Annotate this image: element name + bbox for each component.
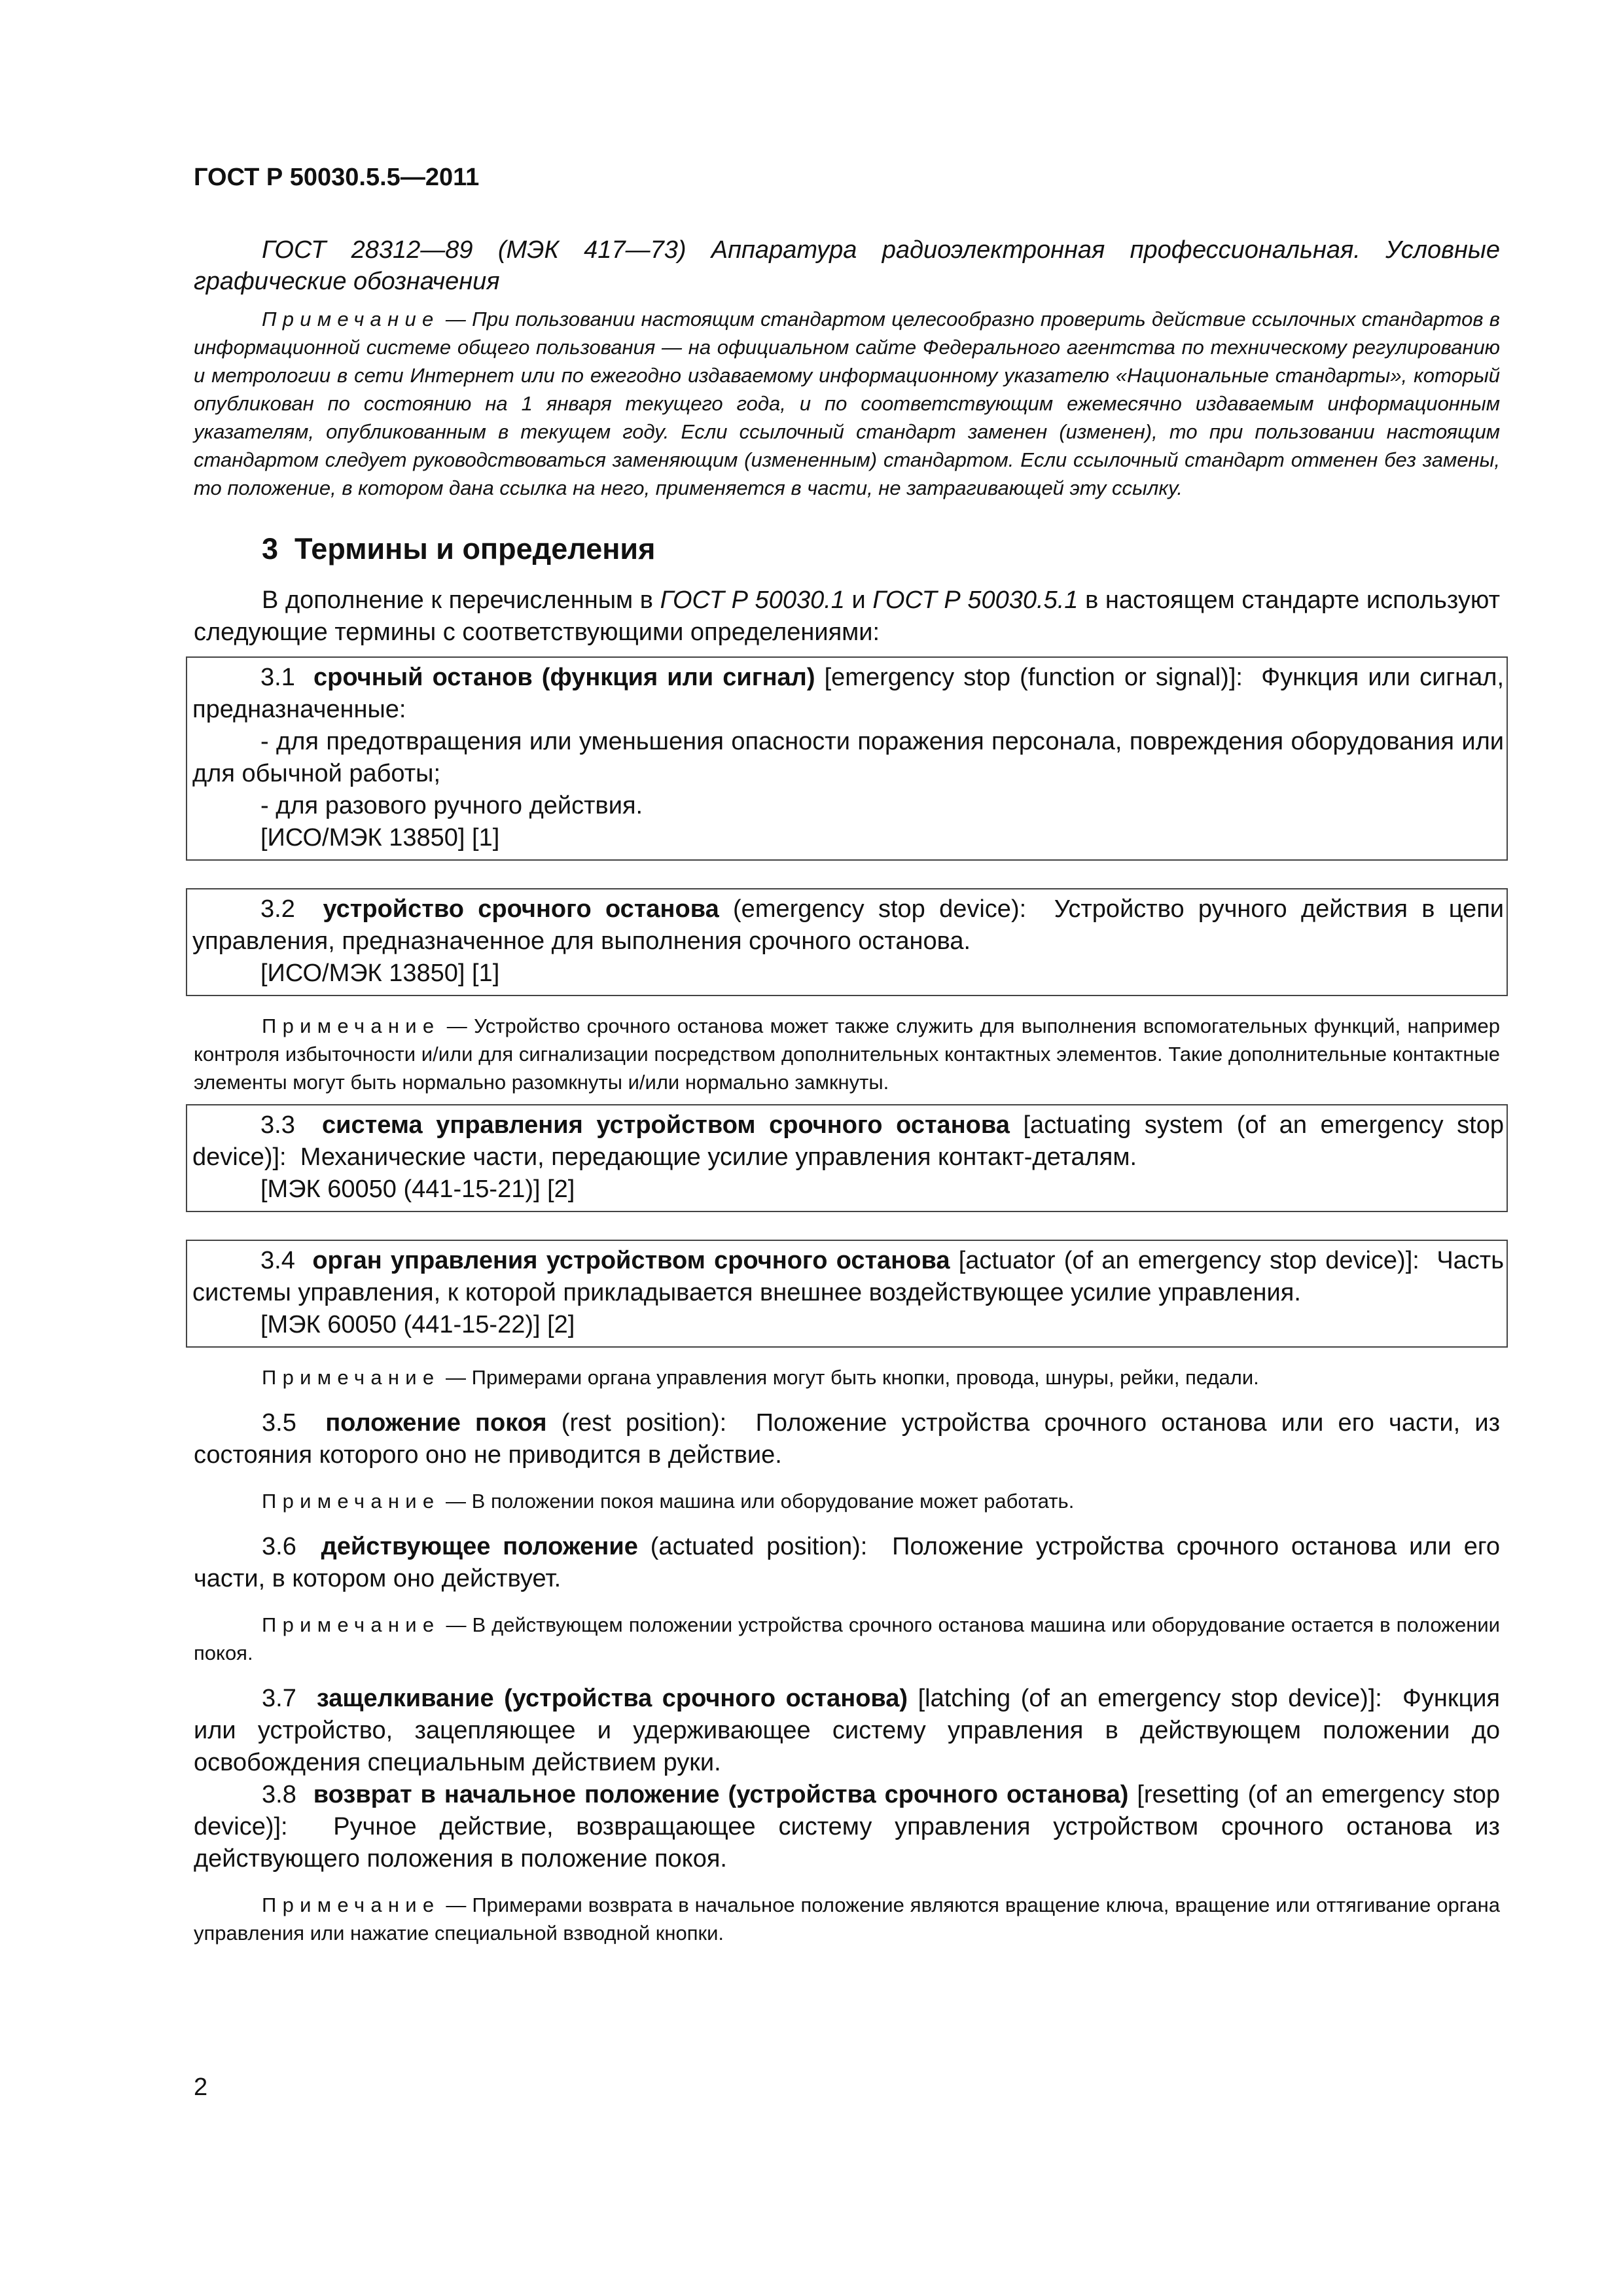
term-text: Устройство ручного действия в цепи управления, предназначенное для выполнения срочного останова. (192, 895, 1504, 955)
term-english: (emergency stop device): (733, 895, 1027, 923)
term-number: 3.1 (260, 664, 295, 691)
spacer (194, 1471, 1500, 1487)
term-3-6 (194, 1531, 1500, 1595)
term-name: орган управления устройством срочного останова (312, 1247, 950, 1274)
term-english: [emergency stop (function or signal)]: (824, 664, 1243, 691)
note-label: Примечание (262, 1490, 440, 1513)
term-text: Функция или устройство, зацепляющее и удерживающее систему управления в действующем положении до освобождения специальным действием руки. (194, 1685, 1501, 1776)
spacer (194, 1875, 1500, 1891)
term-number: 3.3 (260, 1111, 295, 1139)
note-label: Примечание (262, 1366, 440, 1389)
term-source: [МЭК 60050 (441-15-21)] [2] (260, 1175, 575, 1203)
term-definition (192, 893, 1504, 958)
term-name: срочный останов (функция или сигнал) (313, 664, 815, 691)
section-title: Термины и определения (294, 532, 656, 565)
term-definition (192, 1245, 1504, 1309)
section-heading (194, 532, 1500, 566)
term-3-5 (194, 1407, 1500, 1471)
document-header: ГОСТ Р 50030.5.5—2011 (194, 164, 480, 191)
reference-link: ГОСТ Р 50030.1 (660, 586, 845, 614)
term-3-8 (194, 1779, 1500, 1875)
term-text: Положение устройства срочного останова или его части, в котором оно действует. (194, 1533, 1500, 1592)
intro-text: в настоящем стандарте используют следующие термины с соответствующими определениями: (194, 586, 1500, 646)
term-source: [ИСО/МЭК 13850] [1] (260, 824, 500, 852)
term-name: действующее положение (321, 1533, 638, 1560)
term-english: [actuating system (of an emergency stop device)]: (192, 1111, 1505, 1171)
note-text: Примерами органа управления могут быть кнопки, провода, шнуры, рейки, педали. (471, 1366, 1259, 1389)
intro-note (194, 305, 1500, 502)
spacer (194, 861, 1500, 880)
term-note (194, 1611, 1500, 1667)
spacer (194, 1391, 1500, 1407)
note-text: В действующем положении устройства срочного останова машина или оборудование остается в положении покоя. (194, 1613, 1500, 1664)
term-3-7 (194, 1683, 1500, 1779)
term-name: положение покоя (325, 1409, 547, 1437)
term-english: [actuator (of an emergency stop device)]: (958, 1247, 1419, 1274)
spacer (194, 1595, 1500, 1611)
page-number: 2 (194, 2073, 208, 2101)
term-text: Ручное действие, возвращающее систему управления устройством срочного останова из действующего положения в положение покоя. (194, 1813, 1500, 1873)
term-definition (192, 1109, 1504, 1174)
reference-link: ГОСТ Р 50030.5.1 (872, 586, 1079, 614)
spacer (194, 1212, 1500, 1232)
note-dash: — (440, 1014, 474, 1037)
term-number: 3.2 (260, 895, 295, 923)
note-dash: — (440, 1613, 473, 1636)
page-content (192, 234, 1505, 1947)
note-text: Устройство срочного останова может также служить для выполнения вспомогательных функций, например контроля избыточности и/или для сигнализации посредством дополнительных контактных элементов. Такие дополнительные контактные элементы могут быть нормально разомкнуты и/или нормально замкнуты. (194, 1014, 1500, 1094)
note-dash: — (440, 1366, 472, 1389)
spacer (194, 1515, 1500, 1531)
term-note (194, 1363, 1500, 1391)
term-text: Функция или сигнал, предназначенные: (192, 664, 1505, 723)
term-name: возврат в начальное положение (устройства срочного останова) (313, 1781, 1129, 1808)
term-english: [latching (of an emergency stop device)]: (918, 1685, 1382, 1712)
intro-text: В дополнение к перечисленным в (262, 586, 660, 614)
term-note (194, 1891, 1500, 1947)
term-text: Положение устройства срочного останова или его части, из состояния которого оно не приводится в действие. (194, 1409, 1501, 1469)
term-english: (actuated position): (650, 1533, 868, 1560)
section-intro (194, 584, 1500, 649)
note-dash: — (440, 1893, 473, 1916)
term-english: [resetting (of an emergency stop device)]: (194, 1781, 1500, 1840)
term-english: (rest position): (561, 1409, 727, 1437)
intro-text: и (844, 586, 873, 614)
term-number: 3.5 (262, 1409, 296, 1437)
list-item: - для разового ручного действия. (260, 792, 643, 819)
term-box-3-1 (186, 656, 1508, 861)
term-name: устройство срочного останова (323, 895, 719, 923)
term-number: 3.8 (262, 1781, 296, 1808)
note-text: При пользовании настоящим стандартом целесообразно проверить действие ссылочных стандартов в информационной системе общего пользования — на официальном сайте Федерального агентства по техническому регулированию и метрологии в сети Интернет или по ежегодно издаваемому информационному указателю «Национальные стандарты», который опубликован по состоянию на 1 января текущего года, и по соответствующим ежемесячно издаваемым информационным указателям, опубликованным в текущем году. Если ссылочный стандарт заменен (изменен), то при пользовании настоящим стандартом следует руководствоваться заменяющим (измененным) стандартом. Если ссылочный стандарт отменен без замены, то положение, в котором дана ссылка на него, применяется в части, не затрагивающей эту ссылку. (194, 308, 1500, 499)
spacer (194, 1348, 1500, 1363)
term-source: [МЭК 60050 (441-15-22)] [2] (260, 1311, 575, 1338)
note-label: Примечание (262, 1893, 440, 1916)
term-name: система управления устройством срочного останова (322, 1111, 1010, 1139)
term-name: защелкивание (устройства срочного останова) (316, 1685, 908, 1712)
term-definition (192, 662, 1504, 726)
term-number: 3.4 (260, 1247, 295, 1274)
term-box-3-4 (186, 1240, 1508, 1348)
term-text: Часть системы управления, к которой прикладывается внешнее воздействующее усилие управления. (192, 1247, 1504, 1306)
note-text: В положении покоя машина или оборудование может работать. (471, 1490, 1075, 1513)
note-label: Примечание (262, 1014, 440, 1037)
spacer (194, 1667, 1500, 1683)
term-note (194, 1487, 1500, 1515)
section-number: 3 (262, 532, 279, 565)
note-text: Примерами возврата в начальное положение являются вращение ключа, вращение или оттягивание органа управления или нажатие специальной взводной кнопки. (194, 1893, 1500, 1945)
term-source: [ИСО/МЭК 13850] [1] (260, 960, 500, 987)
spacer (194, 996, 1500, 1012)
note-dash: — (439, 308, 473, 331)
term-text: Механические части, передающие усилие управления контакт-деталям. (300, 1143, 1137, 1171)
normative-reference: ГОСТ 28312—89 (МЭК 417—73) Аппаратура радиоэлектронная профессиональная. Условные графические обозначения (194, 236, 1500, 295)
term-box-3-3 (186, 1104, 1508, 1212)
note-label: Примечание (262, 308, 440, 331)
term-number: 3.7 (262, 1685, 296, 1712)
note-dash: — (440, 1490, 472, 1513)
list-item: - для предотвращения или уменьшения опасности поражения персонала, повреждения оборудования или для обычной работы; (192, 728, 1504, 787)
term-note (194, 1012, 1500, 1096)
term-box-3-2 (186, 888, 1508, 996)
note-label: Примечание (262, 1613, 440, 1636)
term-number: 3.6 (262, 1533, 296, 1560)
